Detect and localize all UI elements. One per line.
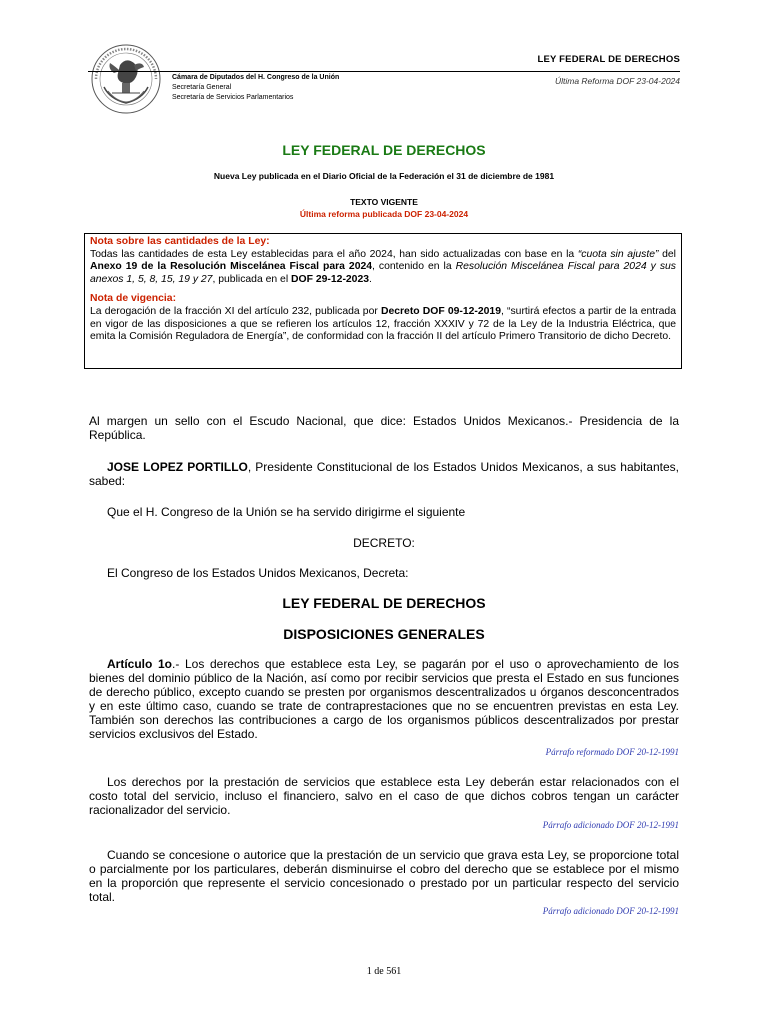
header-unit-services: Secretaría de Servicios Parlamentarios <box>172 94 294 101</box>
reform-note-2: Párrafo adicionado DOF 20-12-1991 <box>542 820 679 830</box>
section-heading: DISPOSICIONES GENERALES <box>283 626 485 642</box>
note-vigencia-text: La derogación de la fracción XI del artículo 232, publicada por Decreto DOF 09-12-2019, “surtirá efectos a partir de la entrada en vigor de las disposiciones a que se refieren los artículos 12, fracción XXXIV y 72 de la Ley de la Industria Eléctrica, que emita la Comisión Reguladora de Energía”, de conformidad con la fracción II del artículo Primero Transitorio de dicho Decreto. <box>90 305 676 343</box>
paragraph-president: JOSE LOPEZ PORTILLO, Presidente Constitucional de los Estados Unidos Mexicanos, a sus habitantes, sabed: <box>89 460 679 488</box>
header-unit-general: Secretaría General <box>172 84 232 91</box>
texto-vigente-block <box>0 196 768 220</box>
header-doc-title: LEY FEDERAL DE DERECHOS <box>537 54 680 65</box>
page-title: LEY FEDERAL DE DERECHOS <box>282 142 486 158</box>
note-amounts-text: Todas las cantidades de esta Ley establecidas para el año 2024, han sido actualizadas con base en la “cuota sin ajuste” del Anexo 19 de la Resolución Miscelánea Fiscal para 2024, contenido en la Resolución Miscelánea Fiscal para 2024 y sus anexos 1, 5, 8, 15, 19 y 27, publicada en el DOF 29-12-2023. <box>90 248 676 285</box>
paragraph-decreta: El Congreso de los Estados Unidos Mexicanos, Decreta: <box>107 566 409 580</box>
publication-subtitle: Nueva Ley publicada en el Diario Oficial de la Federación el 31 de diciembre de 1981 <box>213 171 555 181</box>
paragraph-congress: Que el H. Congreso de la Unión se ha servido dirigirme el siguiente <box>107 505 466 519</box>
paragraph-concession: Cuando se concesione o autorice que la prestación de un servicio que grava esta Ley, se proporcione total o parcialmente por los particulares, deberán disminuirse el cobro del derecho que se establece por el mismo en la proporción que represente el servicio concesionado o prestado por un particular respecto del servicio total. <box>89 848 679 904</box>
paragraph-services-cost: Los derechos por la prestación de servicios que establece esta Ley deberán estar relacionados con el costo total del servicio, incluso el financiero, salvo en el caso de que dichos cobros tengan un carácter racionalizador del servicio. <box>89 775 679 817</box>
header-doc-info <box>88 54 680 86</box>
note-amounts-heading: Nota sobre las cantidades de la Ley: <box>90 236 270 247</box>
ultima-reforma-label: Última reforma publicada DOF 23-04-2024 <box>299 209 469 219</box>
decreto-label: DECRETO: <box>353 536 415 550</box>
article-1-paragraph: Artículo 1o.- Los derechos que establece esta Ley, se pagarán por el uso o aprovechamiento de los bienes del dominio público de la Nación, así como por recibir servicios que presta el Estado en sus funciones de derecho público, excepto cuando se presten por organismos descentralizados u órganos desconcentrados y en este último caso, cuando se trate de contraprestaciones que no se encuentren previstas en esta Ley. También son derechos las contribuciones a cargo de los organismos públicos descentralizados por prestar servicios exclusivos del Estado. <box>89 657 679 741</box>
notes-box <box>84 233 682 369</box>
paragraph-seal: Al margen un sello con el Escudo Nacional, que dice: Estados Unidos Mexicanos.- Presidencia de la República. <box>89 414 679 442</box>
header-org: Cámara de Diputados del H. Congreso de la Unión <box>172 74 340 81</box>
texto-vigente-label: TEXTO VIGENTE <box>350 197 418 207</box>
note-vigencia-heading: Nota de vigencia: <box>90 293 177 305</box>
page-number: 1 de 561 <box>366 966 402 977</box>
reform-note-1: Párrafo reformado DOF 20-12-1991 <box>545 747 679 757</box>
law-heading: LEY FEDERAL DE DERECHOS <box>282 595 486 611</box>
header-last-reform: Última Reforma DOF 23-04-2024 <box>554 76 680 86</box>
header-rule <box>88 71 680 72</box>
reform-note-3: Párrafo adicionado DOF 20-12-1991 <box>542 906 679 916</box>
